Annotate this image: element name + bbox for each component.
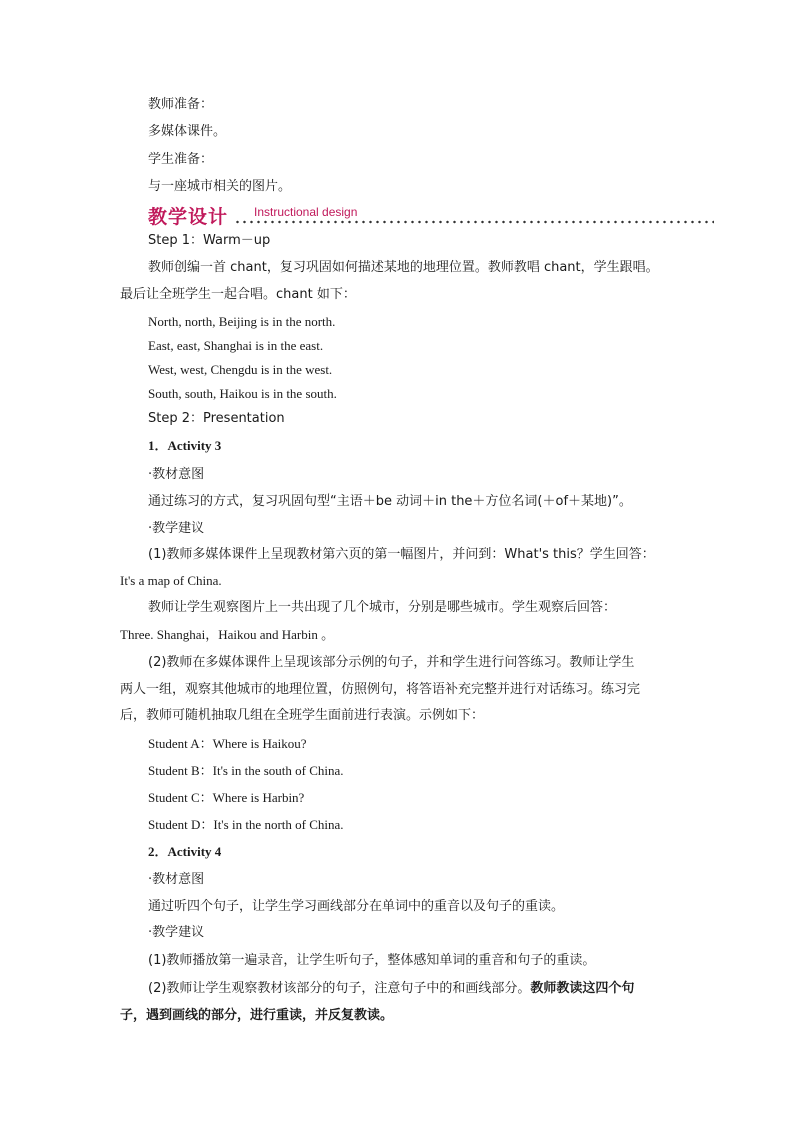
activity4-intent-label: ·教材意图 [148, 872, 205, 887]
activity4-p2-line2: 子，遇到画线的部分，进行重读，并反复教读。 [120, 1008, 394, 1023]
activity3-p3-line3: 后，教师可随机抽取几组在全班学生面前进行表演。示例如下： [120, 708, 485, 723]
step2-title: Step 2：Presentation [148, 411, 285, 426]
step1-title: Step 1：Warm－up [148, 233, 271, 248]
section-title-zh: 教学设计 [148, 206, 229, 228]
student-prep-label: 学生准备： [148, 152, 214, 167]
activity3-p3-line1: (2)教师在多媒体课件上呈现该部分示例的句子，并和学生进行问答练习。教师让学生 [148, 655, 635, 670]
chant-line: North, north, Beijing is in the north. [148, 314, 336, 329]
activity3-p3-line2: 两人一组，观察其他城市的地理位置，仿照例句，将答语补充完整并进行对话练习。练习完 [120, 682, 641, 697]
example-line: Student D：It's in the north of China. [148, 817, 344, 832]
activity3-suggest-label: ·教学建议 [148, 521, 205, 536]
activity4-suggest-label: ·教学建议 [148, 925, 205, 940]
student-prep-item: 与一座城市相关的图片。 [148, 179, 292, 194]
activity3-p1-line2: It's a map of China. [120, 573, 222, 588]
activity3-intent-text: 通过练习的方式，复习巩固句型“主语＋be 动词＋in the＋方位名词(＋of＋某地)”。 [148, 494, 632, 509]
activity4-p2-line1 [148, 980, 634, 998]
activity4-intent-text: 通过听四个句子，让学生学习画线部分在单词中的重音以及句子的重读。 [148, 899, 565, 914]
chant-line: West, west, Chengdu is in the west. [148, 362, 333, 377]
example-line: Student B：It's in the south of China. [148, 763, 344, 778]
section-heading [148, 200, 714, 228]
activity4-p2-line1-a: (2)教师让学生观察教材该部分的句子，注意句子中的和画线部分。 [148, 981, 531, 996]
chant-line: South, south, Haikou is in the south. [148, 386, 337, 401]
teacher-prep-item: 多媒体课件。 [148, 124, 227, 139]
example-line: Student C：Where is Harbin? [148, 790, 305, 805]
step1-para-line1: 教师创编一首 chant，复习巩固如何描述某地的地理位置。教师教唱 chant，学生跟唱。 [148, 260, 659, 275]
example-line: Student A：Where is Haikou? [148, 736, 307, 751]
activity4-title: 2．Activity 4 [148, 844, 222, 859]
teacher-prep-label: 教师准备： [148, 97, 214, 112]
activity3-intent-label: ·教材意图 [148, 467, 205, 482]
activity3-p2-line1: 教师让学生观察图片上一共出现了几个城市，分别是哪些城市。学生观察后回答： [148, 600, 617, 615]
activity4-p1: (1)教师播放第一遍录音，让学生听句子，整体感知单词的重音和句子的重读。 [148, 953, 596, 968]
section-title-en: Instructional design [254, 205, 358, 219]
activity3-p1-line1: (1)教师多媒体课件上呈现教材第六页的第一幅图片，并问到：What's this？学生回答： [148, 547, 655, 562]
activity3-title: 1．Activity 3 [148, 438, 222, 453]
activity3-p2-line2: Three. Shanghai，Haikou and Harbin 。 [120, 627, 335, 642]
activity4-p2-line1-b: 教师教读这四个句 [530, 981, 635, 996]
dotted-divider [234, 220, 714, 224]
step1-para-line2: 最后让全班学生一起合唱。chant 如下： [120, 287, 356, 302]
chant-line: East, east, Shanghai is in the east. [148, 338, 324, 353]
